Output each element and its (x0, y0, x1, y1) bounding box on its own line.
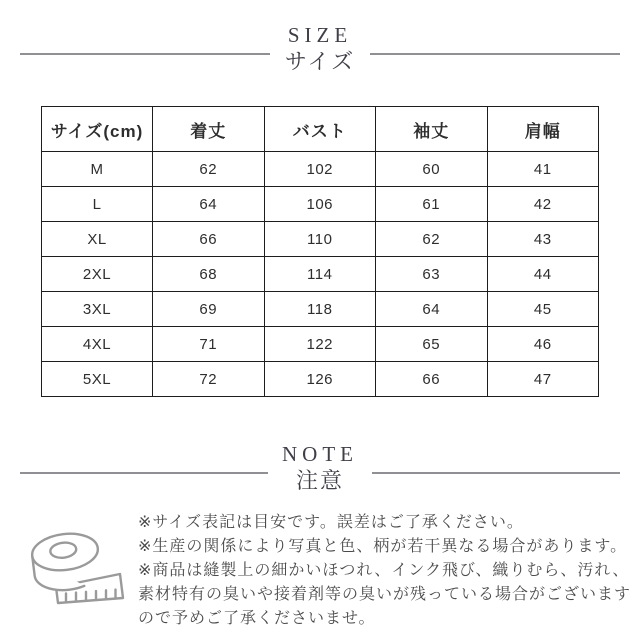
note-header-rule-right (372, 472, 620, 474)
column-header-length: 着丈 (153, 107, 265, 152)
size-label-cell: XL (42, 222, 153, 257)
column-header-shoulder: 肩幅 (487, 107, 599, 152)
measurement-cell: 64 (153, 187, 265, 222)
measurement-cell: 62 (153, 152, 265, 187)
note-title-en: NOTE (282, 442, 358, 466)
note-line-2: ※生産の関係により写真と色、柄が若干異なる場合があります。 (138, 538, 628, 555)
note-section-titles (268, 441, 372, 495)
size-label-cell: 2XL (42, 257, 153, 292)
size-table-row (42, 292, 599, 327)
size-label-cell: L (42, 187, 153, 222)
measurement-cell: 110 (264, 222, 376, 257)
size-title-ja: サイズ (284, 49, 356, 74)
size-label-cell: 5XL (42, 362, 153, 397)
size-table-row (42, 222, 599, 257)
column-header-size: サイズ(cm) (42, 107, 153, 152)
measurement-cell: 66 (376, 362, 488, 397)
measurement-cell: 44 (487, 257, 599, 292)
size-section-header (0, 22, 640, 76)
size-table (41, 106, 599, 397)
note-header-rule-left (20, 472, 268, 474)
measurement-cell: 106 (264, 187, 376, 222)
size-section-titles (270, 22, 370, 76)
column-header-bust: バスト (264, 107, 376, 152)
size-label-cell: 4XL (42, 327, 153, 362)
size-table-row (42, 257, 599, 292)
measurement-cell: 63 (376, 257, 488, 292)
measurement-cell: 45 (487, 292, 599, 327)
measurement-cell: 65 (376, 327, 488, 362)
measurement-cell: 122 (264, 327, 376, 362)
size-title-en: SIZE (287, 23, 353, 47)
measurement-cell: 114 (264, 257, 376, 292)
note-section-header (0, 441, 640, 495)
size-header-rule-left (20, 53, 270, 55)
measurement-cell: 118 (264, 292, 376, 327)
measurement-cell: 68 (153, 257, 265, 292)
note-line-3: ※商品は縫製上の細かいほつれ、インク飛び、織りむら、汚れ、 (138, 562, 630, 579)
note-line-4: 素材特有の臭いや接着剤等の臭いが残っている場合がございます (138, 586, 632, 603)
size-table-header-row (42, 107, 599, 152)
measurement-cell: 102 (264, 152, 376, 187)
measurement-cell: 71 (153, 327, 265, 362)
measurement-cell: 126 (264, 362, 376, 397)
measurement-cell: 43 (487, 222, 599, 257)
note-text-block (138, 509, 631, 631)
size-header-rule-right (370, 53, 620, 55)
measuring-tape-icon (18, 511, 128, 621)
measurement-cell: 60 (376, 152, 488, 187)
measurement-cell: 69 (153, 292, 265, 327)
measurement-cell: 66 (153, 222, 265, 257)
size-table-row (42, 327, 599, 362)
measurement-cell: 42 (487, 187, 599, 222)
note-title-ja: 注意 (295, 468, 344, 493)
size-label-cell: 3XL (42, 292, 153, 327)
measurement-cell: 47 (487, 362, 599, 397)
size-table-row (42, 362, 599, 397)
size-table-row (42, 152, 599, 187)
notes-area (0, 495, 640, 631)
note-line-1: ※サイズ表記は目安です。誤差はご了承ください。 (138, 514, 524, 531)
measurement-cell: 72 (153, 362, 265, 397)
column-header-sleeve: 袖丈 (376, 107, 488, 152)
size-table-row (42, 187, 599, 222)
measurement-cell: 61 (376, 187, 488, 222)
size-label-cell: M (42, 152, 153, 187)
measurement-cell: 62 (376, 222, 488, 257)
measurement-cell: 64 (376, 292, 488, 327)
measurement-cell: 41 (487, 152, 599, 187)
measurement-cell: 46 (487, 327, 599, 362)
note-line-5: ので予めご了承くださいませ。 (138, 610, 376, 627)
